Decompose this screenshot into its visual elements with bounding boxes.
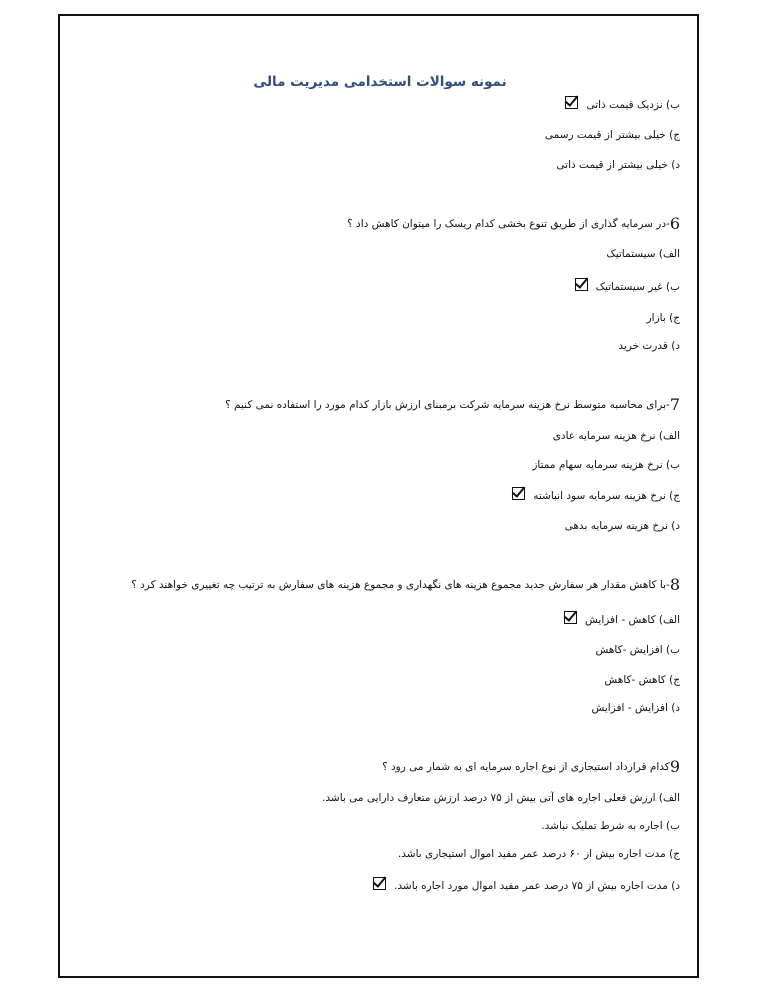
q5-option-c: ج) خیلی بیشتر از قیمت رسمی [544,129,680,141]
q9-text: کدام قرارداد استیجاری از نوع اجاره سرمایه ای به شمار می رود ؟ [382,761,670,773]
q7-text: -برای محاسبه متوسط نرخ هزینه سرمایه شرکت برمبنای ارزش بازار کدام مورد را استفاده نمی کنیم ؟ [225,399,670,411]
q6-option-a: الف) سیستماتیک [606,248,680,260]
checked-box-icon [373,877,386,890]
q7-option-d: د) نرخ هزینه سرمایه بدهی [564,520,680,532]
checked-box-icon [575,278,588,291]
page-title: نمونه سوالات استخدامی مدیریت مالی [253,74,507,90]
q6-text: -در سرمایه گذاری از طریق تنوع بخشی کدام ریسک را میتوان کاهش داد ؟ [347,218,670,230]
q8-option-b: ب) افزایش -کاهش [595,644,680,656]
q6-question [347,216,680,232]
q6-option-b-label: ب) غیر سیستماتیک [595,281,680,293]
q7-option-b: ب) نرخ هزینه سرمایه سهام ممتاز [532,459,680,471]
q8-number: 8 [669,575,680,594]
q8-text: -با کاهش مقدار هر سفارش جدید مجموع هزینه های نگهداری و مجموع هزینه های سفارش به ترتیب چه تغییری خواهند کرد ؟ [131,579,670,591]
q6-option-d: د) قدرت خرید [618,340,680,352]
q5-option-b-label: ب) نزدیک قیمت ذاتی [586,99,680,111]
q5-option-d: د) خیلی بیشتر از قیمت ذاتی [556,159,680,171]
q7-option-c [504,487,680,504]
q9-option-d [365,877,680,894]
q8-question [131,577,680,593]
q9-number: 9 [669,757,680,776]
q9-option-a: الف) ارزش فعلی اجاره های آتی بیش از ۷۵ درصد ارزش متعارف دارایی می باشد. [322,792,680,804]
q8-option-a [556,611,680,628]
q6-option-b [567,278,680,295]
q6-number: 6 [669,214,680,233]
q8-option-a-label: الف) کاهش - افزایش [585,614,680,626]
q6-option-c: ج) بازار [646,312,680,324]
checked-box-icon [564,611,577,624]
q8-option-c: ج) کاهش -کاهش [604,674,680,686]
q9-question [382,759,680,775]
q9-option-d-label: د) مدت اجاره بیش از ۷۵ درصد عمر مفید اموال مورد اجاره باشد. [394,880,680,892]
q9-option-c: ج) مدت اجاره بیش از ۶۰ درصد عمر مفید اموال استیجاری باشد. [397,848,680,860]
q7-question [225,397,680,413]
q7-option-c-label: ج) نرخ هزینه سرمایه سود انباشته [533,490,680,502]
q8-option-d: د) افزایش - افزایش [591,702,680,714]
q5-option-b [557,96,680,113]
q9-option-b: ب) اجاره به شرط تملیک نباشد. [541,820,680,832]
checked-box-icon [565,96,578,109]
checked-box-icon [512,487,525,500]
q7-number: 7 [669,395,680,414]
q7-option-a: الف) نرخ هزینه سرمایه عادی [552,430,680,442]
